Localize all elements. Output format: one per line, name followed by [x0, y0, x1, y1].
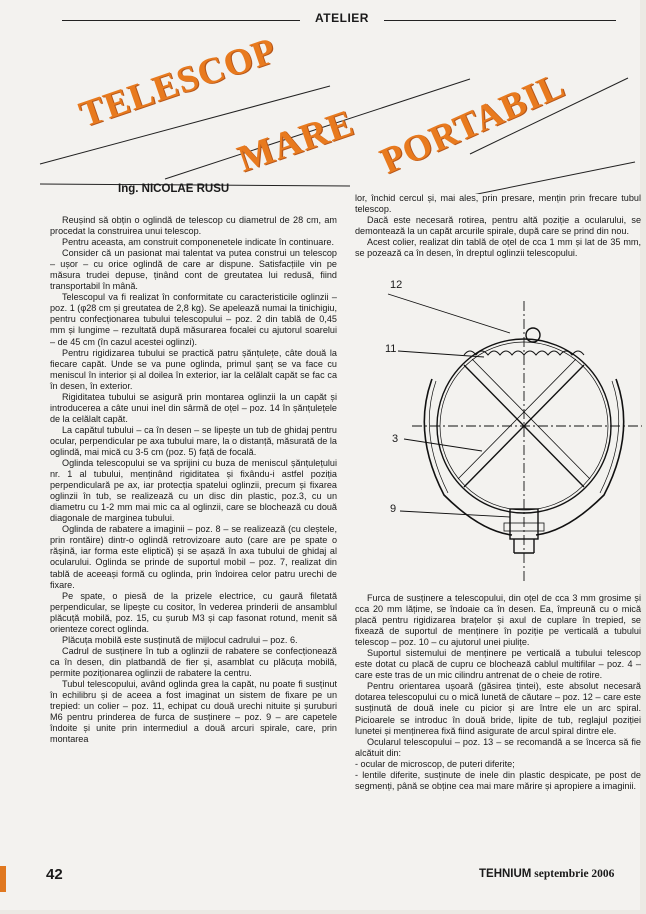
left-paragraph: La capătul tubului – ca în desen – se lipește un tub de ghidaj pentru ocular, perpendicular pe axa tubului mare, la o distanță, măsurată de la oglindă, mai mică cu 3-5 cm (poz. 5) față de focală. — [50, 424, 337, 457]
right-paragraph: Furca de susținere a telescopului, din oțel de cca 3 mm grosime și cca 20 mm lățime, se îndoaie ca în desen. Ea, împreună cu o mică placă pentru rigidizarea brațelor și axul de cuplare în trepied, se fixează de suportul de menținere în poziție pe verticală a tubului telescop – poz. 10 – cu ajutorul unei piulițe. — [355, 593, 641, 648]
label-pos-3: 3 — [392, 433, 399, 445]
right-paragraph: Suportul sistemului de menținere pe verticală a tubului telescop este dotat cu placă de cupru ce blochează cablul multifilar – poz. 4 – care este tras de un mic cilindru antrenat de o cheie de rotire. — [355, 648, 641, 681]
left-paragraph: Plăcuța mobilă este susținută de mijlocul cadrului – poz. 6. — [62, 634, 298, 645]
left-paragraph: Reușind să obțin o oglindă de telescop cu diametrul de 28 cm, am procedat la construirea unui telescop. — [50, 215, 337, 237]
list-item: - ocular de microscop, de puteri diferite; — [355, 758, 515, 769]
left-paragraph: Oglinda de rabatere a imaginii – poz. 8 – se realizează (cu cleștele, prin rontăire) dintr-o oglindă retrovizoare auto (care are pe spate o rășină, iar forma este eliptică) și se așază în axa tubului de ghidaj al ocularului. Oglinda se prinde de suportul mobil – poz. 7, realizat din tablă de aceeași formă cu oglinda, prin îndoirea celor patru urechi de fixare. — [50, 524, 337, 590]
title-word-telescop: TELESCOP — [74, 30, 282, 136]
magazine-footer — [479, 868, 614, 880]
left-paragraph: Pentru rigidizarea tubului se practică patru șănțulețe, câte două la fiecare capăt. Unde se va pune oglinda, primul șanț se va face cu meniscul în interior și al doilea în exterior, iar la celălalt capăt se fac ca în desen, în exterior. — [50, 347, 337, 391]
header-rule-right — [384, 20, 616, 21]
left-paragraph: Pe spate, o piesă de la prizele electrice, cu gaură filetată perpendicular, se lipește cu cositor, în vederea prinderii de ansamblul plăcuță mobilă, poz. 15, cu șurub M3 și cap fasonat rotund, menit să orienteze corect oglinda. — [50, 590, 337, 634]
label-pos-11: 11 — [385, 343, 397, 355]
issue-date: septembrie 2006 — [534, 868, 615, 880]
header-rule-left — [62, 20, 300, 21]
page-number: 42 — [46, 866, 63, 883]
label-pos-12: 12 — [390, 279, 403, 291]
magazine-name: TEHNIUM — [479, 868, 532, 880]
left-column — [50, 215, 337, 745]
left-paragraph: Oglinda telescopului se va sprijini cu buza de meniscul șănțulețului nr. 1 al tubului, menținând rigiditatea și fixându-i astfel poziția perpendiculară pe ax, iar protecția spatelui oglinzii, precum și fixarea oglinzii în tub, se realizează cu un disc din plastic, poz.3, cu un diametru cu 1-2 mm mai mic ca al oglinzii, care se blochează cu două diagonale de marginea tubului. — [50, 458, 337, 524]
left-paragraph: Rigiditatea tubului se asigură prin montarea oglinzii la un capăt și introducerea a câte unui inel din sârmă de oțel – poz. 14 în șănțulețele de la celălalt capăt. — [50, 391, 337, 424]
title-word-mare: MARE — [232, 101, 360, 181]
label-pos-9: 9 — [390, 503, 397, 515]
title-area — [0, 30, 646, 194]
right-paragraph: Acest colier, realizat din tablă de oțel de cca 1 mm și lat de 35 mm, se pozează ca în desen, în dreptul oglinzii telescopului. — [355, 237, 641, 259]
right-column-bottom — [355, 593, 641, 792]
left-paragraph: Consider că un pasionat mai talentat va putea construi un telescop – ușor – cu orice oglindă de care ar dispune. Satisfacțiile vin pe măsura trudei depuse, ținând cont de greutatea lui redusă, fiind transportabil în mână. — [50, 248, 337, 292]
title-word-portabil: PORTABIL — [374, 64, 572, 183]
left-paragraph: Tubul telescopului, având oglinda grea la capăt, nu poate fi susținut în echilibru și de aceea a fost imaginat un sistem de fixare pe un trepied: un colier – poz. 11, echipat cu două urechi nituite și șuruburi M6 pentru prinderea de furca de susținere – poz. 9 – are capetele îndoite și unite prin intermediul a două arcuri spirale, care, prin montarea — [50, 678, 337, 745]
left-paragraph: Cadrul de susținere în tub a oglinzii de rabatere se confecționează ca în desen, din platbandă de fier și, asamblat cu plăcuța mobilă, permite poziționarea oglinzii de rabatere la centru. — [50, 645, 337, 678]
left-paragraph: Telescopul va fi realizat în conformitate cu caracteristicile oglinzii – poz. 1 (φ28 cm și greutatea de 2,8 kg). Se apelează numai la tinichigiu, pentru confecționarea tubului telescopului – poz. 2 din tablă de 0,45 mm și lungime – rezultată după măsurarea focalei cu ajutorul soarelui – de 45 cm (în cazul acestei oglinzi). — [50, 292, 337, 347]
list-item: - lentile diferite, susținute de inele din plastic despicate, pe post de segmenți, până se obține cea mai mare mărire și apropiere a imaginii. — [355, 769, 641, 791]
corner-color-mark — [0, 866, 6, 892]
right-paragraph: Pentru orientarea ușoară (găsirea țintei), este absolut necesară dotarea telescopului cu o mică lunetă de căutare – poz. 12 – care este susținută de două inele cu picior și are între ele un arc spiral. Picioarele se introduc în două bride, lipite de tub, reglajul poziției lunetei și menținerea fixă fiind asigurate de arcul spiral dintre ele. — [355, 681, 641, 736]
right-paragraph: Dacă este necesară rotirea, pentru altă poziție a ocularului, se demontează la un capăt arcurile spirale, după care se prind din nou. — [355, 215, 641, 237]
right-column-top — [355, 193, 641, 259]
author-name: Ing. NICOLAE RUSU — [118, 183, 230, 195]
right-paragraph: lor, închid cercul și, mai ales, prin presare, mențin prin frecare tubul telescop. — [355, 193, 641, 215]
telescope-clamp-figure — [352, 279, 642, 588]
right-paragraph: Ocularul telescopului – poz. 13 – se recomandă a se încerca să fie alcătuit din: — [355, 736, 641, 758]
left-paragraph: Pentru aceasta, am construit componenetele indicate în continuare. — [62, 237, 334, 248]
section-title: ATELIER — [315, 11, 369, 25]
